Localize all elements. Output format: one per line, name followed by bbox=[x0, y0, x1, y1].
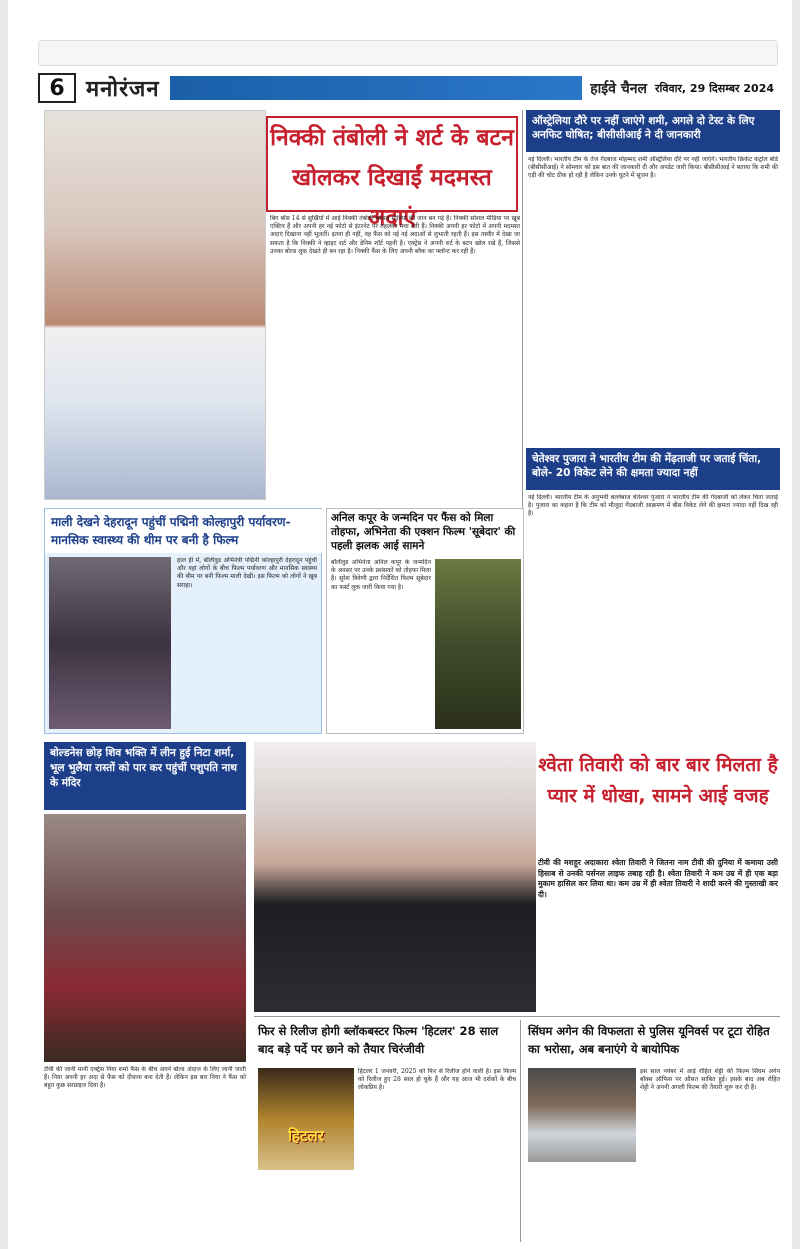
newspaper-page bbox=[8, 0, 792, 1249]
nikki-tamboli-photo bbox=[44, 110, 266, 500]
shami-story-body: नई दिल्ली। भारतीय टीम के तेज गेंदबाज मोहम्मद शमी ऑस्ट्रेलिया दौरे पर नहीं जाएंगे। भारतीय क्रिकेट कंट्रोल बोर्ड (बीसीसीआई) ने सोमवार को इस बात की जानकारी दी और अपडेट जारी किया। बीसीसीआई ने बताया कि शमी की एड़ी की चोट ठीक हो रही है लेकिन उनके घुटने में सूजन है। bbox=[528, 156, 778, 180]
padmini-story-headline: माली देखने देहरादून पहुंचीं पद्मिनी कोल्हापुरी पर्यावरण-मानसिक स्वास्थ्य की थीम पर बनी है फिल्म bbox=[45, 509, 323, 553]
rohit-shetty-story-headline: सिंघम अगेन की विफलता से पुलिस यूनिवर्स पर टूटा रोहित का भरोसा, अब बनाएंगे ये बायोपिक bbox=[528, 1024, 770, 1056]
anil-kapoor-story bbox=[326, 508, 524, 734]
anil-kapoor-story-body: बॉलीवुड अभिनेता अनिल कपूर के जन्मदिन के अवसर पर उनके प्रशंसकों को तोहफा मिला है। सुरेश त्रिवेणी द्वारा निर्देशित फिल्म सूबेदार का फर्स्ट लुक जारी किया गया है। bbox=[331, 559, 431, 591]
hitler-story-body-continued bbox=[258, 1174, 354, 1240]
rohit-shetty-story-body-continued bbox=[528, 1166, 780, 1240]
pujara-story-body: नई दिल्ली। भारतीय टीम के अनुभवी बल्लेबाज चेतेश्वर पुजारा ने भारतीय टीम की गेंदबाजी को लेकर चिंता जताई है। पुजारा का कहना है कि टीम को मौजूदा गेंदबाजी आक्रमण में बीस विकेट लेने की क्षमता ज्यादा नहीं दिख रही है। bbox=[528, 494, 778, 518]
anil-kapoor-photo bbox=[435, 559, 521, 729]
hitler-poster-title: हिटलर bbox=[288, 1127, 324, 1145]
padmini-story-body: हाल ही में, बॉलीवुड अभिनेत्री पद्मिनी कोल्हापुरी देहरादून पहुंचीं और वहां लोगों के बीच फिल्म पर्यावरण और मानसिक स्वास्थ्य की थीम पर बनी फिल्म माली देखी। इस फिल्म को लोगों ने खूब सराहा। bbox=[177, 557, 317, 589]
nia-sharma-story bbox=[44, 742, 246, 1242]
browser-address-bar[interactable] bbox=[38, 40, 778, 66]
padmini-story bbox=[44, 508, 322, 734]
padmini-photo bbox=[49, 557, 171, 729]
column-divider-bottom bbox=[520, 1020, 521, 1242]
hitler-poster bbox=[258, 1068, 354, 1170]
shami-story-headline: ऑस्ट्रेलिया दौरे पर नहीं जाएंगे शमी, अगले दो टेस्ट के लिए अनफिट घोषित; बीसीसीआई ने दी जानकारी bbox=[526, 110, 780, 152]
shweta-story-body: टीवी की मशहूर अदाकारा श्वेता तिवारी ने जितना नाम टीवी की दुनिया में कमाया उसी हिसाब से उनकी पर्सनल लाइफ तबाह रही है। श्वेता तिवारी ने कम उम्र में ही एक बड़ा मुकाम हासिल कर लिया था। कम उम्र में ही श्वेता तिवारी ने शादी करने की गुस्ताखी कर दी। bbox=[538, 858, 778, 899]
page-number: 6 bbox=[38, 73, 76, 103]
nia-sharma-story-body: टीवी की जानी मानी एक्ट्रेस निया शर्मा फैंस के बीच अपने बोल्ड अंदाज के लिए जानी जाती हैं। निया अपनी हर अदा से फैंस को दीवाना बना देती हैं। लेकिन इस बार निया ने फैंस को बहुत कुछ सरप्राइज दिया है। bbox=[44, 1066, 246, 1090]
main-story-headline: निक्की तंबोली ने शर्ट के बटन खोलकर दिखाईं मदमस्त अदाएं bbox=[266, 116, 518, 212]
shweta-tiwari-photo bbox=[254, 742, 536, 1012]
row-divider bbox=[254, 1016, 780, 1017]
pujara-story-headline: चेतेश्वर पुजारा ने भारतीय टीम की मेंढ़ताजी पर जताई चिंता, बोले- 20 विकेट लेने की क्षमता ज्यादा नहीं bbox=[526, 448, 780, 490]
anil-kapoor-story-headline: अनिल कपूर के जन्मदिन पर फैंस को मिला तोहफा, अभिनेता की एक्शन फिल्म 'सूबेदार' की पहली झलक आई सामने bbox=[331, 512, 516, 552]
nia-sharma-story-headline: बोल्डनेस छोड़ शिव भक्ति में लीन हुई निटा शर्मा, भूल भुलैया रास्तों को पार कर पहुंचीं पशुपति नाथ के मंदिर bbox=[44, 742, 246, 810]
main-story-body: बिग बॉस 14 से सुर्खियों में आई निक्की तंबोली सोशल मीडिया की जान बन गई हैं। निक्की सोशल मीडिया पर खूब एक्टिव हैं और अपनी हर नई फोटो से इंटरनेट पर तहलका मचा देती हैं। निक्की अपनी हर फोटो में अपनी मदमस्त अदाएं दिखाना नहीं भूलतीं। इतना ही नहीं, वह फैंस को नई नई अदाओं से लुभाती रहती हैं। इस तस्वीर में देखा जा सकता है कि निक्की ने व्हाइट शर्ट और डेनिम शॉर्ट पहनी है। एक्ट्रेस ने अपनी शर्ट के बटन खोल रखे हैं, जिससे उनका बोल्ड लुक देखते ही बन रहा है। निक्की फैंस के लिए अपनी ब्लैक का फ्लॉन्ट कर रही हैं। bbox=[270, 215, 520, 255]
hitler-story-headline: फिर से रिलीज होगी ब्लॉकबस्टर फिल्म 'हिटलर' 28 साल बाद बड़े पर्दे पर छाने को तैयार चिरंजीवी bbox=[258, 1024, 499, 1056]
section-name: मनोरंजन bbox=[76, 73, 170, 103]
newspaper-brand: हाईवे चैनल bbox=[582, 79, 655, 98]
shweta-story-headline: श्वेता तिवारी को बार बार मिलता है प्यार में धोखा, सामने आई वजह bbox=[538, 754, 778, 807]
rohit-shetty-story-body: इस साल नवंबर में आई रोहित शेट्टी की फिल्म सिंघम अगेन बॉक्स ऑफिस पर औसत साबित हुई। इसके बाद अब रोहित शेट्टी ने अपनी अगली फिल्म की तैयारी शुरू कर दी है। bbox=[640, 1068, 780, 1092]
page-header bbox=[38, 72, 778, 104]
header-rule bbox=[170, 76, 583, 100]
rohit-shetty-photo bbox=[528, 1068, 636, 1162]
issue-date: रविवार, 29 दिसम्बर 2024 bbox=[655, 81, 774, 95]
hitler-story-body: हिटलर 1 जनवरी, 2025 को फिर से रिलीज होने वाली है। इस फिल्म को रिलीज हुए 28 साल हो चुके हैं और यह आज भी दर्शकों के बीच लोकप्रिय है। bbox=[358, 1068, 516, 1092]
nia-sharma-photo bbox=[44, 814, 246, 1062]
